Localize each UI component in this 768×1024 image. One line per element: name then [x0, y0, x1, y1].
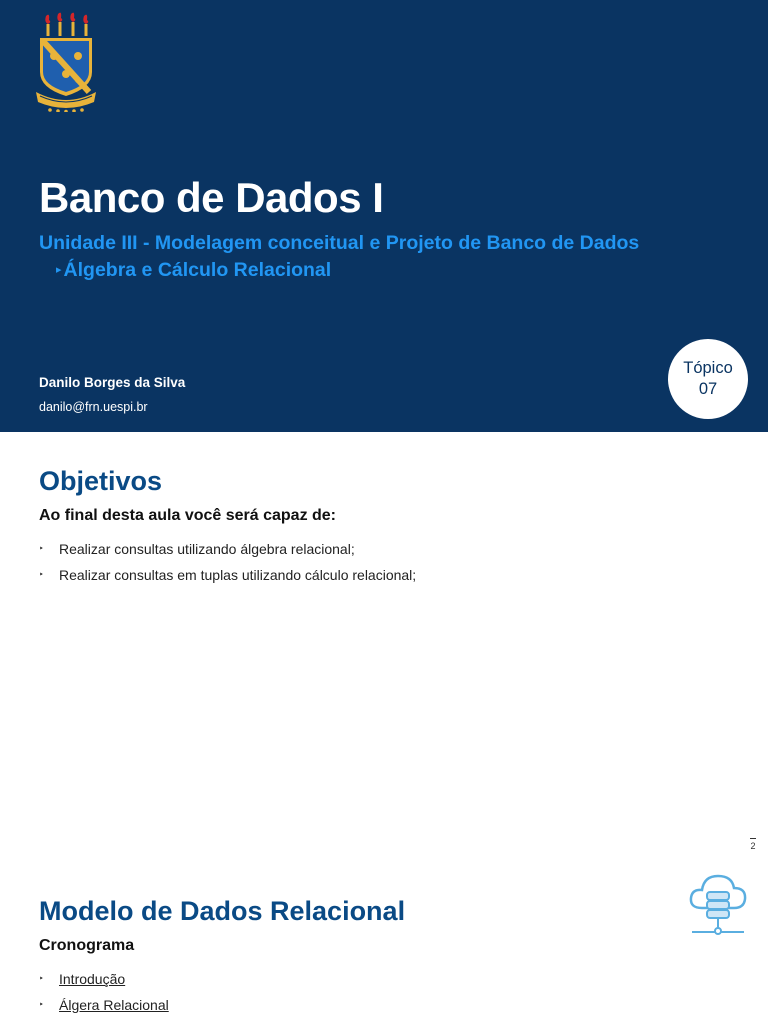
topic-subtitle [56, 259, 331, 282]
objectives-subheading: Ao final desta aula você será capaz de: [39, 507, 337, 524]
schedule-list [39, 966, 169, 1018]
bullet-icon: ‣ [39, 570, 44, 579]
author-email: danilo@frn.uespi.br [39, 400, 148, 414]
objectives-slide [0, 432, 768, 862]
bullet-icon: ‣ [39, 974, 44, 983]
bullet-icon: ‣ [39, 544, 44, 553]
list-item: ‣ Realizar consultas em tuplas utilizando cálculo relacional; [39, 562, 416, 588]
topic-badge-number: 07 [698, 380, 718, 398]
list-item [39, 966, 169, 992]
topic-subtitle-text: Álgebra e Cálculo Relacional [63, 259, 332, 281]
schedule-subheading: Cronograma [39, 937, 135, 954]
author-name: Danilo Borges da Silva [39, 375, 186, 390]
link-introducao[interactable]: Introdução [59, 971, 126, 987]
page-number-value: 2 [750, 841, 756, 851]
page-number-rule [750, 838, 756, 839]
schedule-slide [0, 862, 768, 1024]
link-algebra-relacional[interactable]: Álgera Relacional [59, 997, 169, 1013]
university-crest-logo [34, 12, 98, 112]
title-slide [0, 0, 768, 432]
page-title: Banco de Dados I [39, 174, 384, 221]
schedule-heading: Modelo de Dados Relacional [39, 896, 406, 926]
cloud-database-icon [688, 868, 748, 936]
objectives-list [39, 536, 416, 588]
page-number [748, 838, 758, 851]
topic-badge-label: Tópico [683, 359, 733, 377]
unit-subtitle: Unidade III - Modelagem conceitual e Projeto de Banco de Dados [39, 232, 640, 254]
list-item [39, 992, 169, 1018]
objectives-heading: Objetivos [39, 466, 163, 496]
list-item: ‣ Realizar consultas utilizando álgebra relacional; [39, 536, 416, 562]
bullet-triangle-icon: ▸ [56, 264, 62, 276]
topic-badge [668, 339, 748, 419]
bullet-icon: ‣ [39, 1000, 44, 1009]
